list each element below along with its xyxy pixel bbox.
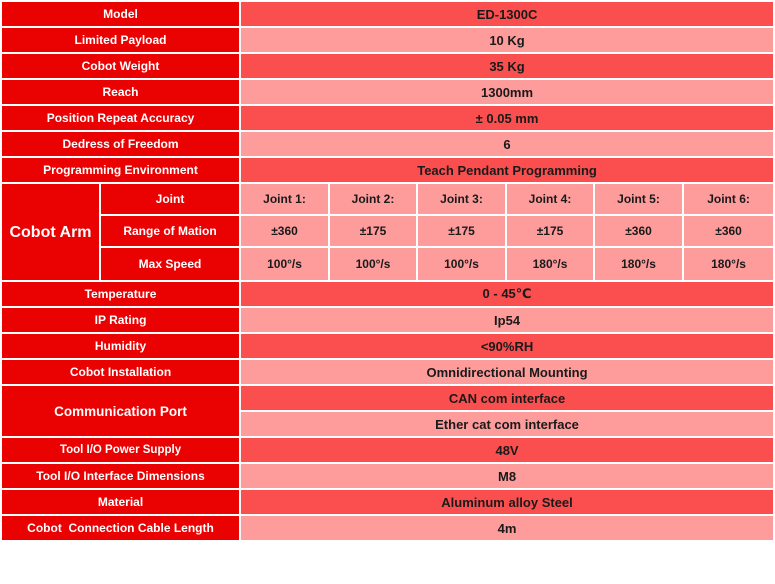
row-label: Cobot Connection Cable Length (1, 515, 240, 541)
row-label: Dedress of Freedom (1, 131, 240, 157)
spec-row-ip-rating (1, 307, 774, 333)
communication-value: Ether cat com interface (240, 411, 774, 437)
row-value: Ip54 (240, 307, 774, 333)
row-label: Cobot Installation (1, 359, 240, 385)
row-label: Reach (1, 79, 240, 105)
row-label: Model (1, 1, 240, 27)
spec-row-payload (1, 27, 774, 53)
range-row (1, 215, 774, 247)
spec-row-model (1, 1, 774, 27)
spec-row-power-supply (1, 437, 774, 463)
spec-row-interface-dimensions (1, 463, 774, 489)
row-value: 35 Kg (240, 53, 774, 79)
speed-value: 100°/s (240, 247, 329, 281)
joint-name: Joint 6: (683, 183, 774, 215)
row-value: Teach Pendant Programming (240, 157, 774, 183)
joint-row (1, 183, 774, 215)
range-value: ±360 (683, 215, 774, 247)
cobot-arm-label: Cobot Arm (1, 183, 100, 281)
range-label: Range of Mation (100, 215, 240, 247)
spec-row-weight (1, 53, 774, 79)
row-value: 1300mm (240, 79, 774, 105)
spec-row-temperature (1, 281, 774, 307)
communication-value: CAN com interface (240, 385, 774, 411)
row-label: Humidity (1, 333, 240, 359)
row-label: Material (1, 489, 240, 515)
communication-label: Communication Port (1, 385, 240, 437)
spec-row-freedom (1, 131, 774, 157)
row-value: ± 0.05 mm (240, 105, 774, 131)
speed-value: 100°/s (329, 247, 417, 281)
spec-row-communication (1, 385, 774, 411)
range-value: ±175 (417, 215, 506, 247)
row-value: ED-1300C (240, 1, 774, 27)
spec-row-reach (1, 79, 774, 105)
speed-value: 180°/s (506, 247, 594, 281)
row-label: Position Repeat Accuracy (1, 105, 240, 131)
spec-row-humidity (1, 333, 774, 359)
range-value: ±360 (240, 215, 329, 247)
spec-row-cable-length (1, 515, 774, 541)
row-label: Programming Environment (1, 157, 240, 183)
joint-name: Joint 1: (240, 183, 329, 215)
row-value: 48V (240, 437, 774, 463)
row-value: 10 Kg (240, 27, 774, 53)
joint-name: Joint 4: (506, 183, 594, 215)
joint-name: Joint 3: (417, 183, 506, 215)
spec-row-programming (1, 157, 774, 183)
joint-label: Joint (100, 183, 240, 215)
row-value: Aluminum alloy Steel (240, 489, 774, 515)
row-value: 6 (240, 131, 774, 157)
speed-value: 100°/s (417, 247, 506, 281)
spec-row-installation (1, 359, 774, 385)
row-label: Limited Payload (1, 27, 240, 53)
range-value: ±175 (506, 215, 594, 247)
range-value: ±360 (594, 215, 683, 247)
row-label: Tool I/O Interface Dimensions (1, 463, 240, 489)
row-value: M8 (240, 463, 774, 489)
row-value: 0 - 45℃ (240, 281, 774, 307)
row-label: Temperature (1, 281, 240, 307)
row-value: <90%RH (240, 333, 774, 359)
row-value: 4m (240, 515, 774, 541)
spec-row-accuracy (1, 105, 774, 131)
row-value: Omnidirectional Mounting (240, 359, 774, 385)
range-value: ±175 (329, 215, 417, 247)
row-label: Cobot Weight (1, 53, 240, 79)
speed-row (1, 247, 774, 281)
joint-name: Joint 5: (594, 183, 683, 215)
speed-value: 180°/s (594, 247, 683, 281)
speed-label: Max Speed (100, 247, 240, 281)
joint-name: Joint 2: (329, 183, 417, 215)
row-label: Tool I/O Power Supply (1, 437, 240, 463)
row-label: IP Rating (1, 307, 240, 333)
speed-value: 180°/s (683, 247, 774, 281)
spec-row-material (1, 489, 774, 515)
